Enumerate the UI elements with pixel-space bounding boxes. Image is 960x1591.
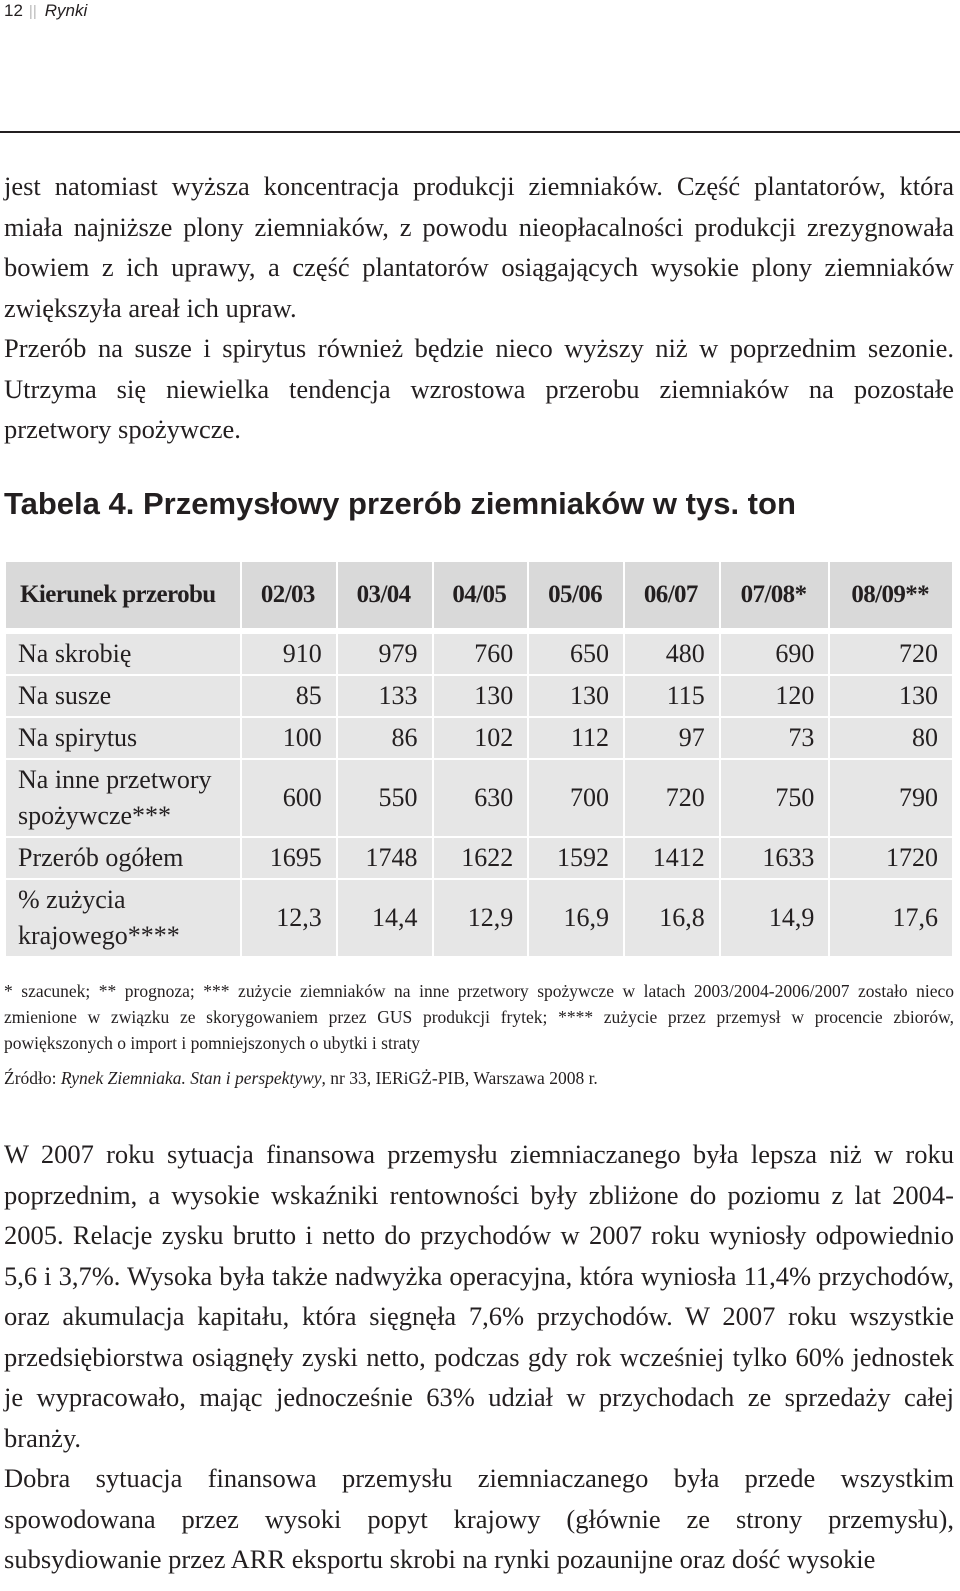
table-cell: 630 [433,759,529,837]
table-cell: 85 [241,675,337,717]
source-title: Rynek Ziemniaka. Stan i perspektywy [60,1068,322,1088]
table-cell: 80 [829,717,953,759]
table-cell: 115 [624,675,720,717]
row-label [5,759,241,837]
row-label-line: spożywcze*** [18,801,172,830]
table-cell: 600 [241,759,337,837]
paragraph-finance-2007: W 2007 roku sytuacja finansowa przemysłu ziemniaczanego była lepsza niż w roku poprzednim, a wysokie wskaźniki rentowności były zbliżone do poziomu z lat 2004-2005. Relacje zysku brutto i netto do przychodów w 2007 roku wyniosły odpowiednio 5,6 i 3,7%. Wysoka była także nadwyżka operacyjna, która wyniosła 11,4% przychodów, oraz akumulacja kapitału, która sięgnęła 7,6% przychodów. W 2007 roku wszystkie przedsiębiorstwa osiągnęły zyski netto, podczas gdy rok wcześniej tylko 60% jednostek je wypracowało, mając jednocześnie 63% udział w przychodach ze sprzedaży całej branży. [4,1139,954,1453]
header-cell-year: 03/04 [337,561,433,631]
header-cell-year: 02/03 [241,561,337,631]
table-cell: 16,8 [624,879,720,957]
table-cell: 790 [829,759,953,837]
table-row [5,717,953,759]
table-cell: 14,9 [720,879,830,957]
header-cell-year: 04/05 [433,561,529,631]
table-cell: 120 [720,675,830,717]
processing-table [4,560,954,958]
row-label: Na spirytus [5,717,241,759]
row-label: Na susze [5,675,241,717]
table-cell: 130 [528,675,624,717]
row-label-line: krajowego**** [18,921,180,950]
table-cell: 16,9 [528,879,624,957]
row-label: Na skrobię [5,631,241,675]
table-cell: 12,9 [433,879,529,957]
section-name: Rynki [44,1,88,20]
paragraph-finance-reasons: Dobra sytuacja finansowa przemysłu ziemniaczanego była przede wszystkim spowodowana przez wysoki popyt krajowy (głównie ze strony przemysłu), subsydiowanie przez ARR eksportu skrobi na rynki pozaunijne oraz dość wysokie [4,1463,954,1574]
table-cell: 750 [720,759,830,837]
table-row [5,837,953,879]
header-cell-direction: Kierunek przerobu [5,561,241,631]
row-label-line: Na inne przetwory [18,765,212,794]
table-cell: 1412 [624,837,720,879]
table-cell: 97 [624,717,720,759]
table-cell: 102 [433,717,529,759]
table-cell: 1592 [528,837,624,879]
table-row [5,675,953,717]
table-cell: 550 [337,759,433,837]
table-cell: 650 [528,631,624,675]
table-cell: 1748 [337,837,433,879]
header-rule [0,131,960,133]
table-cell: 130 [433,675,529,717]
table-cell: 700 [528,759,624,837]
table-cell: 12,3 [241,879,337,957]
header-cell-year: 08/09** [829,561,953,631]
table-cell: 480 [624,631,720,675]
row-label-line: % zużycia [18,885,126,914]
table-cell: 1720 [829,837,953,879]
table-cell: 14,4 [337,879,433,957]
table-cell: 100 [241,717,337,759]
table-cell: 720 [829,631,953,675]
table-title: Tabela 4. Przemysłowy przerób ziemniaków w tys. ton [4,486,796,521]
page-number: 12 [4,1,23,20]
table-footnote: * szacunek; ** prognoza; *** zużycie ziemniaków na inne przetwory spożywcze w latach 2003/2004-2006/2007 zostało nieco zmienione w związku ze skorygowaniem przez GUS produkcji frytek; **** zużycie przez przemysł w procencie zbiorów, powiększonych o import i pomniejszonych o ubytki i straty [4,981,954,1053]
table-row [5,879,953,957]
header-cell-year: 06/07 [624,561,720,631]
table-row [5,759,953,837]
row-label [5,879,241,957]
table-cell: 1633 [720,837,830,879]
table-row [5,631,953,675]
running-header [4,0,87,24]
table-cell: 73 [720,717,830,759]
paragraph-intro: jest natomiast wyższa koncentracja produkcji ziemniaków. Część plantatorów, która miała najniższe plony ziemniaków, z powodu nieopłacalności produkcji zrezygnowała bowiem z ich uprawy, a część plantatorów osiągających wysokie plony ziemniaków zwiększyła areał ich upraw. [4,171,954,323]
header-separator: || [28,2,37,20]
header-cell-year: 07/08* [720,561,830,631]
paragraph-processing: Przerób na susze i spirytus również będzie nieco wyższy niż w poprzednim sezonie. Utrzyma się niewielka tendencja wzrostowa przerobu ziemniaków na pozostałe przetwory spożywcze. [4,333,954,444]
table-cell: 720 [624,759,720,837]
table-source [4,1065,954,1091]
table-cell: 130 [829,675,953,717]
source-details: , nr 33, IERiGŻ-PIB, Warszawa 2008 r. [321,1068,598,1088]
table-cell: 690 [720,631,830,675]
source-prefix: Źródło: [4,1068,61,1088]
header-cell-year: 05/06 [528,561,624,631]
table-cell: 1622 [433,837,529,879]
row-label: Przerób ogółem [5,837,241,879]
table-cell: 133 [337,675,433,717]
table-cell: 979 [337,631,433,675]
table-cell: 1695 [241,837,337,879]
table-cell: 86 [337,717,433,759]
table-cell: 112 [528,717,624,759]
table-cell: 910 [241,631,337,675]
table-cell: 760 [433,631,529,675]
table-cell: 17,6 [829,879,953,957]
table-header-row [5,561,953,631]
